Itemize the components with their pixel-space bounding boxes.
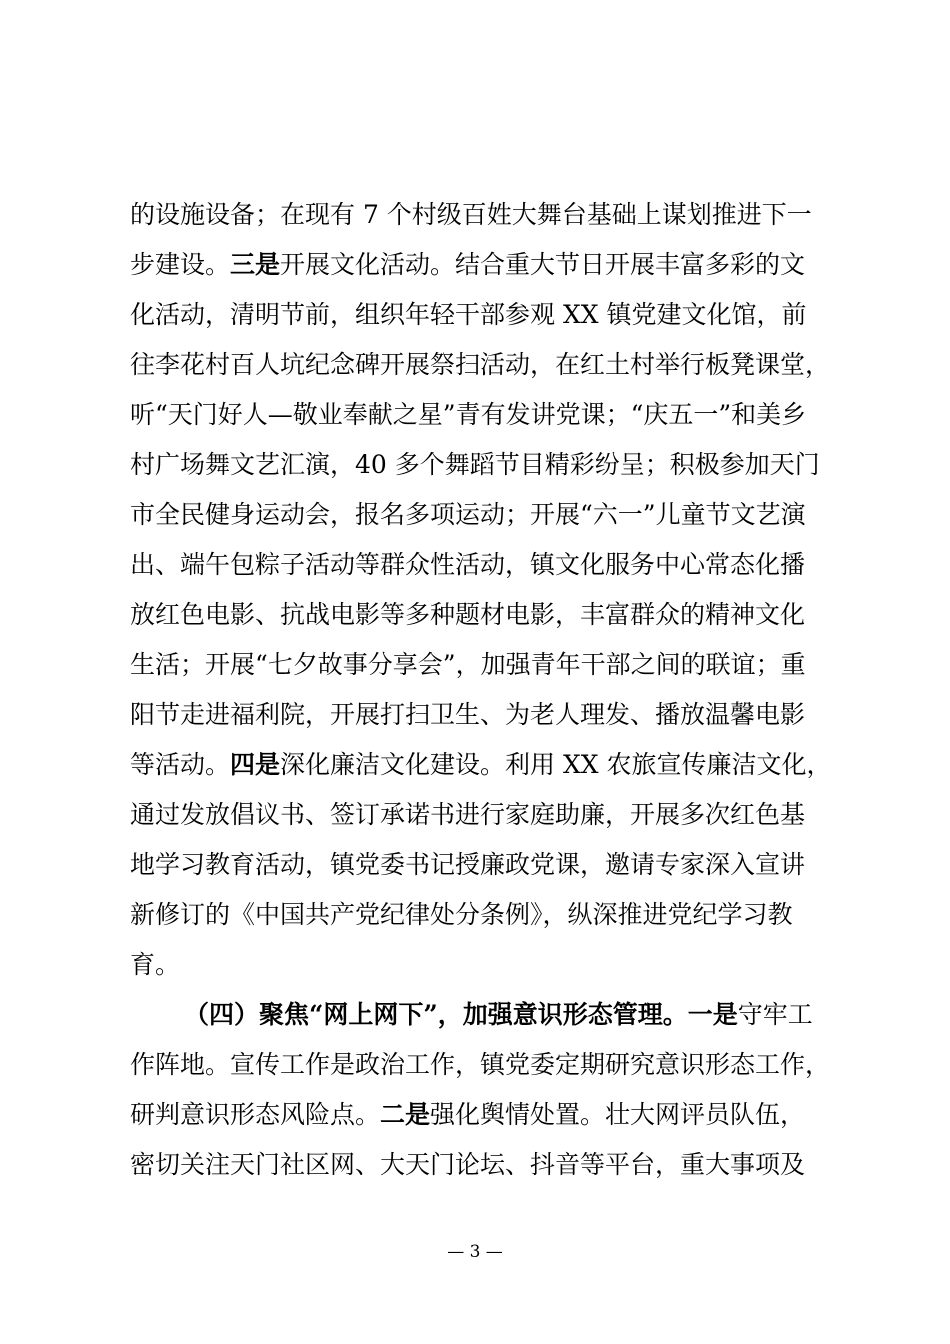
text-line [130,640,850,690]
text-run: 出、端午包粽子活动等群众性活动，镇文化服务中心常态化播 [130,550,806,579]
text-line [130,490,850,540]
text-run: 密切关注天门社区网、大天门论坛、抖音等平台，重大事项及 [130,1150,806,1179]
text-line [130,940,850,990]
paragraph-culture-activities [130,190,850,990]
bold-text-run: 三是 [230,250,281,279]
text-run: 化活动，清明节前，组织年轻干部参观 XX 镇党建文化馆，前 [130,300,807,329]
text-line [130,840,850,890]
text-line [130,890,850,940]
text-run: 往李花村百人坑纪念碑开展祭扫活动，在红土村举行板凳课堂， [130,350,831,379]
text-run: 听“天门好人—敬业奉献之星”青有发讲党课；“庆五一”和美乡 [130,400,807,429]
bold-text-run: 二是 [380,1100,431,1129]
bold-text-run: （四）聚焦“网上网下”，加强意识形态管理。 [184,1000,688,1029]
bold-text-run: 一是 [687,1000,738,1029]
text-run: 地学习教育活动，镇党委书记授廉政党课，邀请专家深入宣讲 [130,850,806,879]
text-run: 开展文化活动。结合重大节日开展丰富多彩的文 [280,250,806,279]
text-run: 育。 [130,950,181,979]
bold-text-run: 四是 [230,750,281,779]
text-line [130,540,850,590]
text-run: 等活动。 [130,750,231,779]
text-line [130,240,850,290]
text-line [130,790,850,840]
page-number: — 3 — [447,1242,503,1262]
text-line [130,1040,850,1090]
text-run: 通过发放倡议书、签订承诺书进行家庭助廉，开展多次红色基 [130,800,806,829]
text-run: 放红色电影、抗战电影等多种题材电影，丰富群众的精神文化 [130,600,806,629]
text-run: 市全民健身运动会，报名多项运动；开展“六一”儿童节文艺演 [130,500,806,529]
text-run: 的设施设备；在现有 7 个村级百姓大舞台基础上谋划推进下一 [130,200,812,229]
text-line [130,740,850,790]
text-run: 新修订的《中国共产党纪律处分条例》，纵深推进党纪学习教 [130,900,793,929]
text-line [130,440,850,490]
text-line [130,390,850,440]
text-run: 作阵地。宣传工作是政治工作，镇党委定期研究意识形态工作， [130,1050,831,1079]
body-text [130,190,850,1190]
text-line [130,290,850,340]
text-line [130,990,850,1040]
text-run: 生活；开展“七夕故事分享会”，加强青年干部之间的联谊；重 [130,650,806,679]
text-line [130,1090,850,1140]
text-line [130,190,850,240]
text-line [130,690,850,740]
text-run: 阳节走进福利院，开展打扫卫生、为老人理发、播放温馨电影 [130,700,806,729]
text-run: 村广场舞文艺汇演，40 多个舞蹈节目精彩纷呈；积极参加天门 [130,450,820,479]
text-run: 强化舆情处置。壮大网评员队伍， [430,1100,806,1129]
text-run: 深化廉洁文化建设。利用 XX 农旅宣传廉洁文化， [280,750,832,779]
text-line [130,590,850,640]
paragraph-ideology-management [130,990,850,1190]
text-line [130,340,850,390]
text-run: 研判意识形态风险点。 [130,1100,381,1129]
text-run: 守牢工 [737,1000,813,1029]
text-line [130,1140,850,1190]
text-run: 步建设。 [130,250,231,279]
